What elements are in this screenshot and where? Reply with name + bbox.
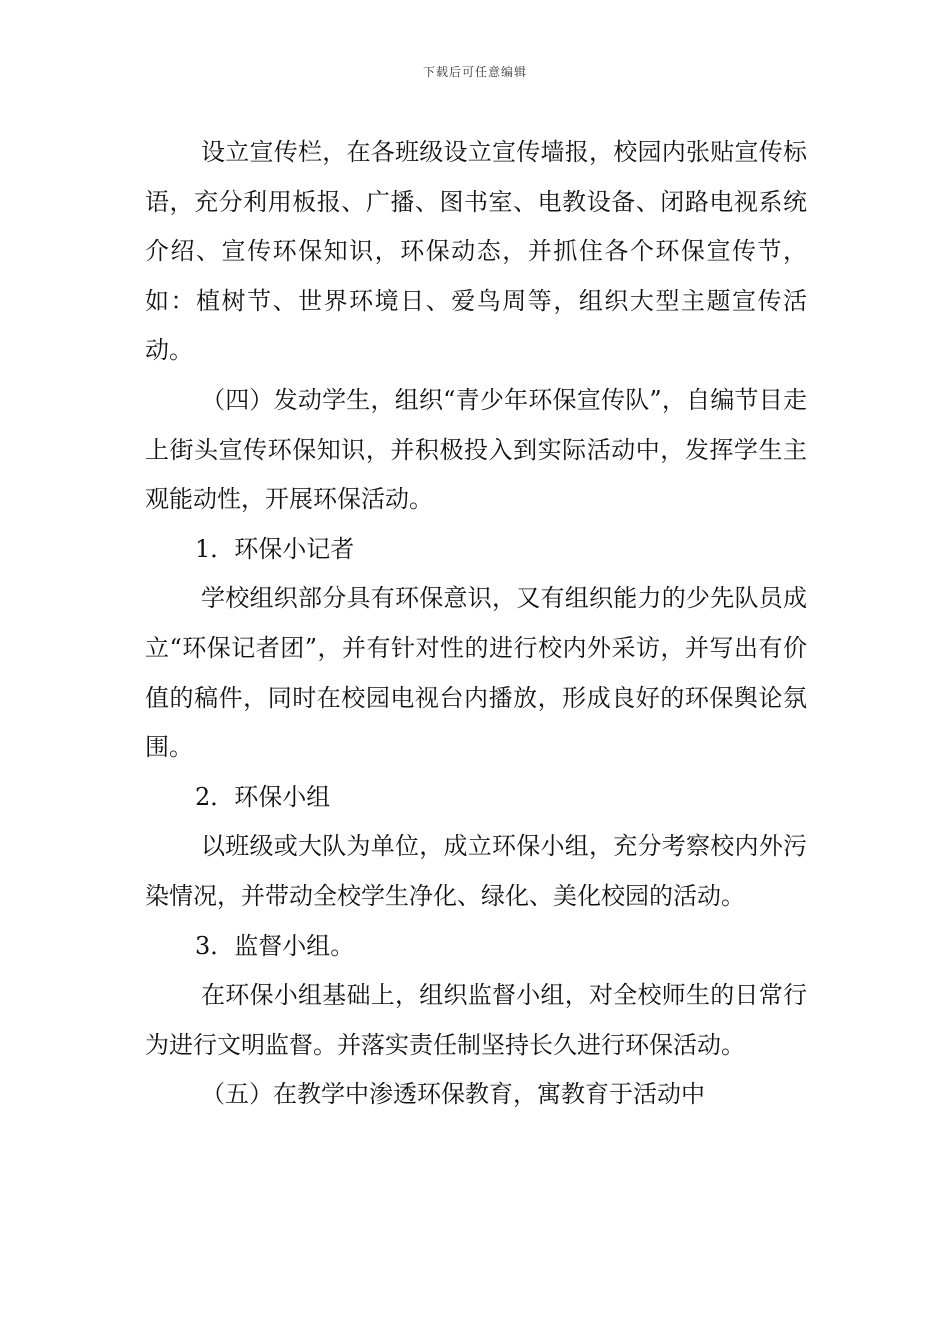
heading-eco-group: 2．环保小组: [195, 782, 331, 811]
paragraph-eco-reporters: 学校组织部分具有环保意识，又有组织能力的少先队员成立“环保记者团”，并有针对性的进行校内外采访，并写出有价值的稿件，同时在校园电视台内播放，形成良好的环保舆论氛围。: [145, 584, 807, 762]
paragraph-section-five: （五）在教学中渗透环保教育，寓教育于活动中: [201, 1080, 705, 1109]
page-header: 下载后可任意编辑: [422, 65, 527, 79]
heading-eco-reporters: 1．环保小记者: [195, 534, 355, 563]
paragraph-supervision-group: 在环保小组基础上，组织监督小组，对全校师生的日常行为进行文明监督。并落实责任制坚持长久进行环保活动。: [145, 981, 807, 1059]
document-body: [145, 128, 807, 1120]
paragraph-eco-group: 以班级或大队为单位，成立环保小组，充分考察校内外污染情况，并带动全校学生净化、绿化、美化校园的活动。: [145, 832, 807, 910]
paragraph-section-four: （四）发动学生，组织“青少年环保宣传队”，自编节目走上街头宣传环保知识，并积极投入到实际活动中，发挥学生主观能动性，开展环保活动。: [145, 385, 807, 514]
paragraph-publicity-board: 设立宣传栏，在各班级设立宣传墙报，校园内张贴宣传标语，充分利用板报、广播、图书室、电教设备、闭路电视系统介绍、宣传环保知识，环保动态，并抓住各个环保宣传节，如：植树节、世界环境日、爱鸟周等，组织大型主题宣传活动。: [145, 138, 807, 365]
heading-supervision-group: 3．监督小组。: [195, 931, 355, 960]
